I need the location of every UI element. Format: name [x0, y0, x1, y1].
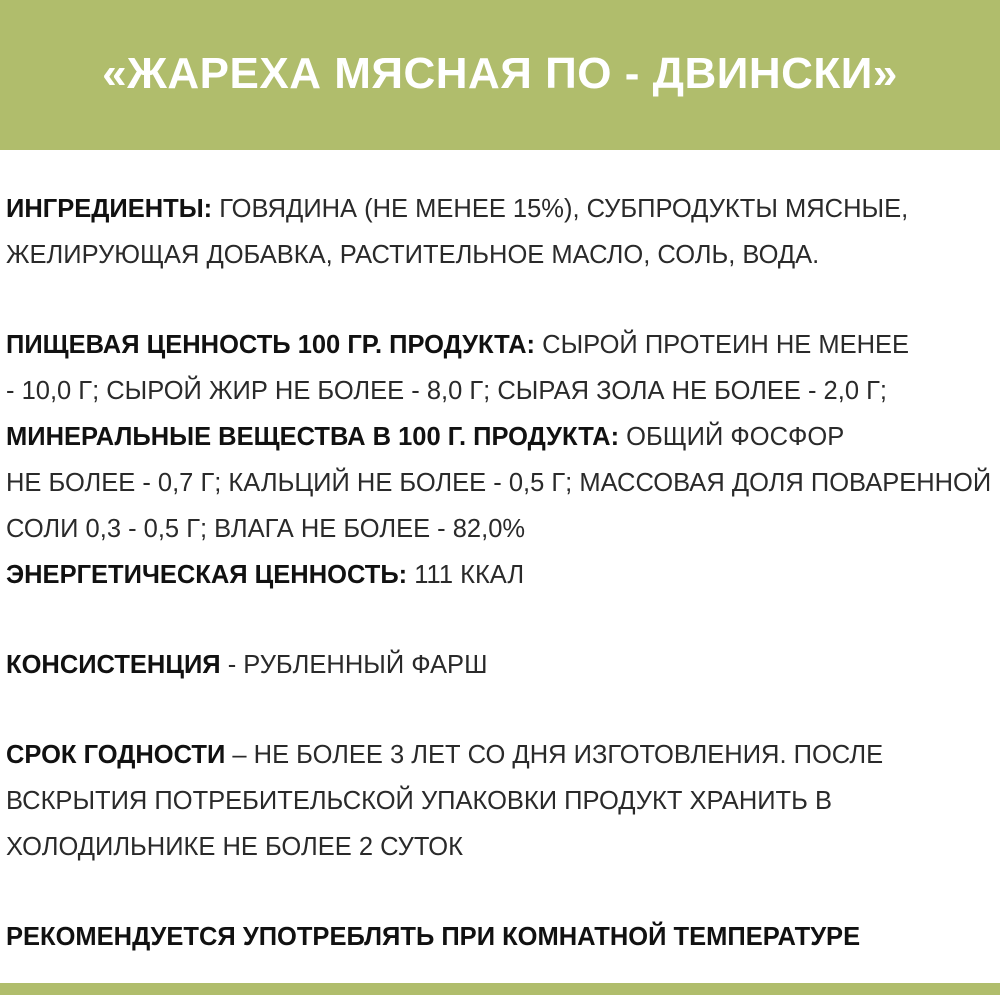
shelf-life-text-2: ВСКРЫТИЯ ПОТРЕБИТЕЛЬСКОЙ УПАКОВКИ ПРОДУКТ ХРАНИТЬ В	[6, 787, 832, 815]
consistency-label: КОНСИСТЕНЦИЯ	[6, 651, 221, 679]
energy-section	[6, 552, 998, 598]
footer-bar	[0, 983, 1000, 995]
ingredients-text-1: ГОВЯДИНА (НЕ МЕНЕЕ 15%), СУБПРОДУКТЫ МЯСНЫЕ,	[212, 195, 909, 223]
recommendation-text: РЕКОМЕНДУЕТСЯ УПОТРЕБЛЯТЬ ПРИ КОМНАТНОЙ ТЕМПЕРАТУРЕ	[6, 923, 861, 951]
minerals-text-2: НЕ БОЛЕЕ - 0,7 Г; КАЛЬЦИЙ НЕ БОЛЕЕ - 0,5 Г; МАССОВАЯ ДОЛЯ ПОВАРЕННОЙ	[6, 469, 992, 497]
shelf-life-label: СРОК ГОДНОСТИ	[6, 741, 226, 769]
consistency-section	[6, 642, 998, 688]
energy-line	[6, 552, 998, 598]
ingredients-section	[6, 186, 998, 278]
shelf-life-line-1	[6, 732, 998, 778]
ingredients-text-2: ЖЕЛИРУЮЩАЯ ДОБАВКА, РАСТИТЕЛЬНОЕ МАСЛО, СОЛЬ, ВОДА.	[6, 241, 820, 269]
product-info	[6, 186, 998, 960]
energy-value: 111 ККАЛ	[407, 561, 525, 589]
product-title: «ЖАРЕХА МЯСНАЯ ПО - ДВИНСКИ»	[102, 49, 898, 98]
ingredients-label: ИНГРЕДИЕНТЫ:	[6, 195, 213, 223]
shelf-life-text-1: – НЕ БОЛЕЕ 3 ЛЕТ СО ДНЯ ИЗГОТОВЛЕНИЯ. ПОСЛЕ	[225, 741, 884, 769]
energy-label: ЭНЕРГЕТИЧЕСКАЯ ЦЕННОСТЬ:	[6, 561, 408, 589]
header-banner	[0, 0, 1000, 150]
consistency-line	[6, 642, 998, 688]
shelf-life-text-3: ХОЛОДИЛЬНИКЕ НЕ БОЛЕЕ 2 СУТОК	[6, 833, 463, 861]
nutrition-section	[6, 322, 998, 414]
nutrition-text-2: - 10,0 Г; СЫРОЙ ЖИР НЕ БОЛЕЕ - 8,0 Г; СЫРАЯ ЗОЛА НЕ БОЛЕЕ - 2,0 Г;	[6, 377, 887, 405]
nutrition-line-1	[6, 322, 998, 368]
spacer	[6, 870, 998, 914]
minerals-line-1	[6, 414, 998, 460]
spacer	[6, 278, 998, 322]
minerals-label: МИНЕРАЛЬНЫЕ ВЕЩЕСТВА В 100 Г. ПРОДУКТА:	[6, 423, 620, 451]
spacer	[6, 598, 998, 642]
minerals-text-3: СОЛИ 0,3 - 0,5 Г; ВЛАГА НЕ БОЛЕЕ - 82,0%	[6, 515, 526, 543]
recommendation-section	[6, 914, 998, 960]
shelf-life-section	[6, 732, 998, 870]
minerals-section	[6, 414, 998, 552]
minerals-text-1: ОБЩИЙ ФОСФОР	[619, 423, 845, 451]
nutrition-text-1: СЫРОЙ ПРОТЕИН НЕ МЕНЕЕ	[535, 331, 910, 359]
ingredients-line-1	[6, 186, 998, 232]
nutrition-label: ПИЩЕВАЯ ЦЕННОСТЬ 100 ГР. ПРОДУКТА:	[6, 331, 536, 359]
spacer	[6, 688, 998, 732]
consistency-value: - РУБЛЕННЫЙ ФАРШ	[220, 651, 488, 679]
